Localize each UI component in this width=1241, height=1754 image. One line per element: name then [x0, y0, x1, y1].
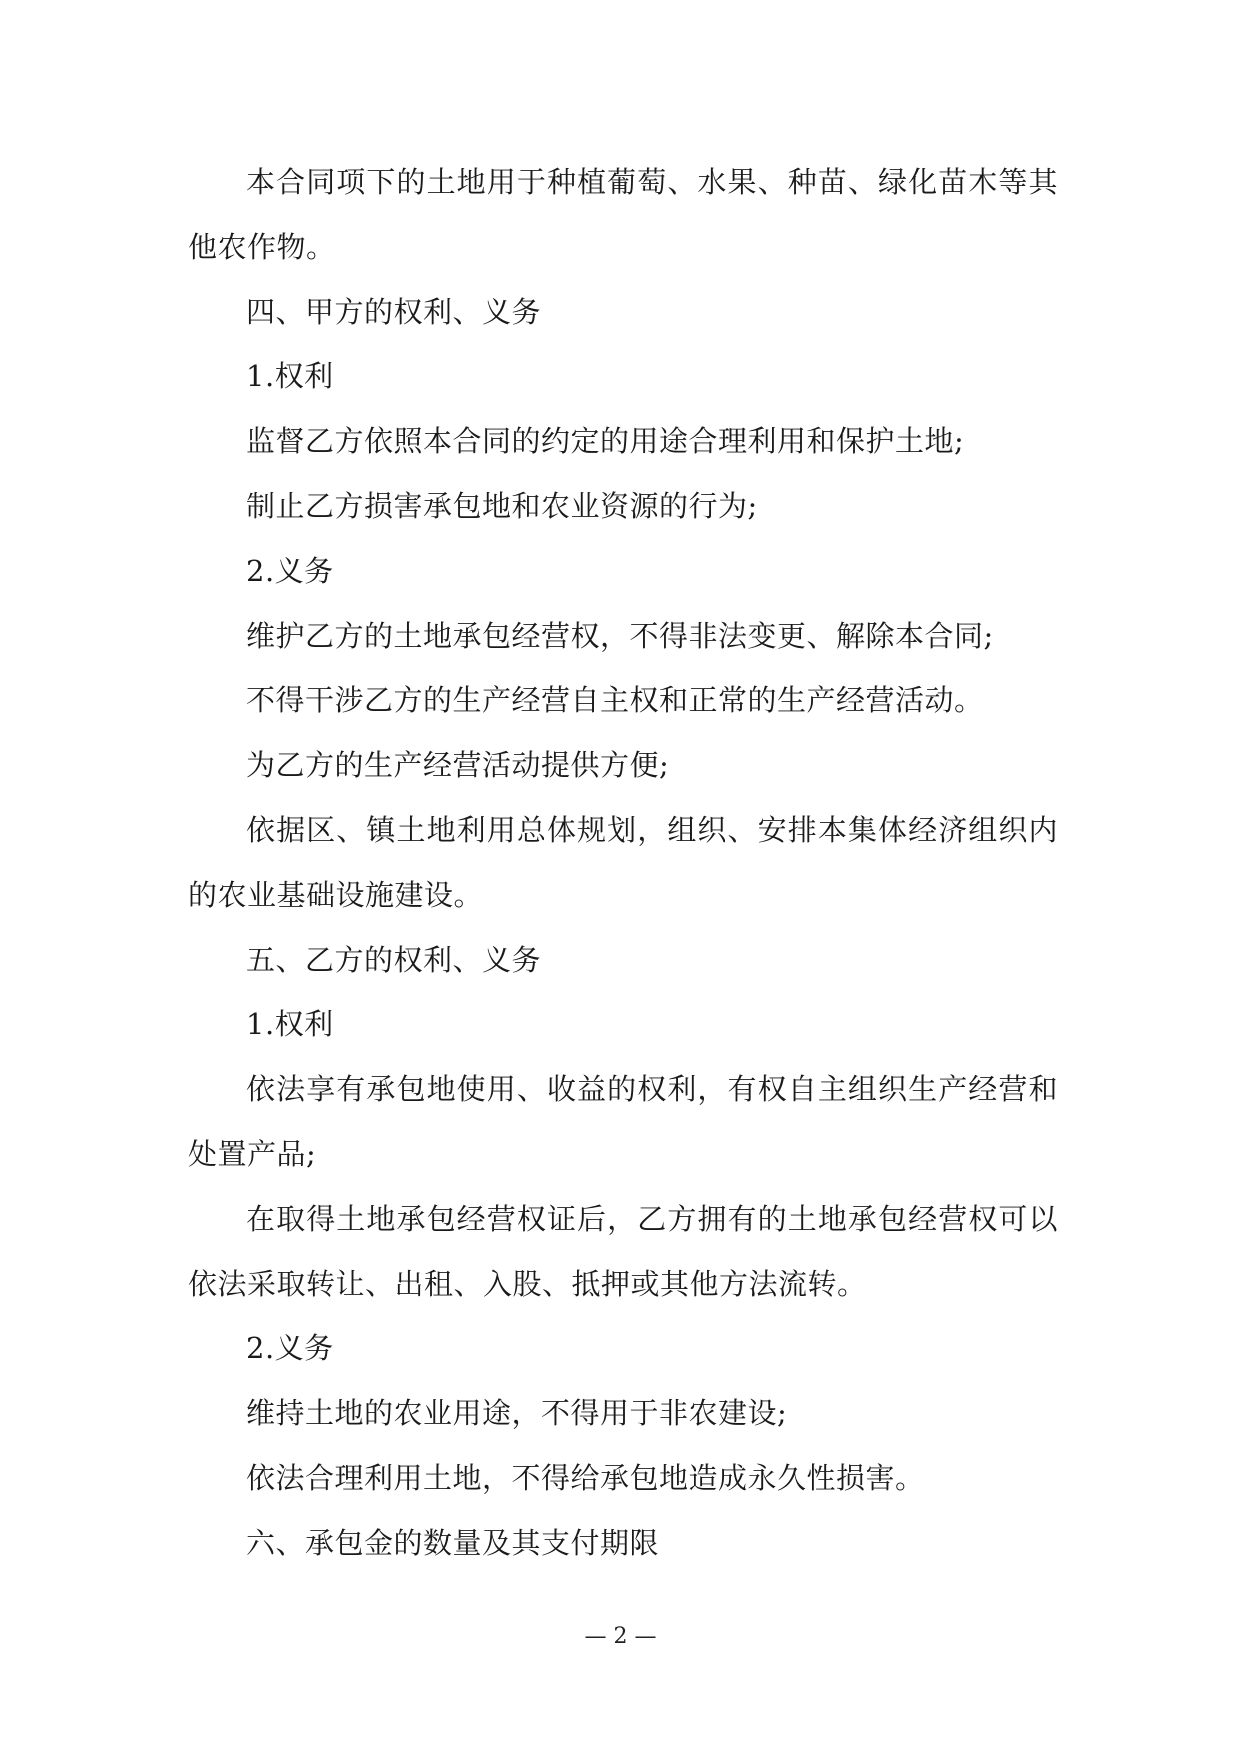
paragraph-usage-rights: 依法享有承包地使用、收益的权利，有权自主组织生产经营和处置产品;	[188, 1072, 1058, 1171]
paragraph-protect-rights: 维护乙方的土地承包经营权，不得非法变更、解除本合同;	[246, 618, 994, 653]
paragraph-no-permanent-damage: 依法合理利用土地，不得给承包地造成永久性损害。	[246, 1460, 925, 1495]
heading-party-b-rights: 五、乙方的权利、义务	[246, 942, 542, 977]
paragraph-no-interference: 不得干涉乙方的生产经营自主权和正常的生产经营活动。	[246, 683, 984, 718]
subheading-rights: 1.权利	[246, 359, 334, 394]
paragraph-stop-damage: 制止乙方损害承包地和农业资源的行为;	[246, 488, 758, 523]
page-number: — 2 —	[584, 1624, 657, 1649]
subheading-obligations: 2.义务	[246, 553, 334, 588]
paragraph-transfer: 在取得土地承包经营权证后，乙方拥有的土地承包经营权可以依法采取转让、出租、入股、抵押或其他方法流转。	[188, 1201, 1058, 1301]
subheading-rights-b: 1.权利	[246, 1007, 334, 1042]
paragraph-agricultural-use: 维持土地的农业用途，不得用于非农建设;	[246, 1396, 788, 1431]
paragraph-infrastructure: 依据区、镇土地利用总体规划，组织、安排本集体经济组织内的农业基础设施建设。	[188, 812, 1058, 912]
heading-party-a-rights: 四、甲方的权利、义务	[246, 294, 542, 329]
paragraph-provide-convenience: 为乙方的生产经营活动提供方便;	[246, 748, 670, 783]
paragraph-land-use: 本合同项下的土地用于种植葡萄、水果、种苗、绿化苗木等其他农作物。	[188, 165, 1058, 264]
subheading-obligations-b: 2.义务	[246, 1331, 334, 1366]
document-body	[188, 150, 1058, 1576]
paragraph-supervise: 监督乙方依照本合同的约定的用途合理利用和保护土地;	[246, 424, 965, 459]
heading-contract-fee: 六、承包金的数量及其支付期限	[246, 1525, 660, 1560]
